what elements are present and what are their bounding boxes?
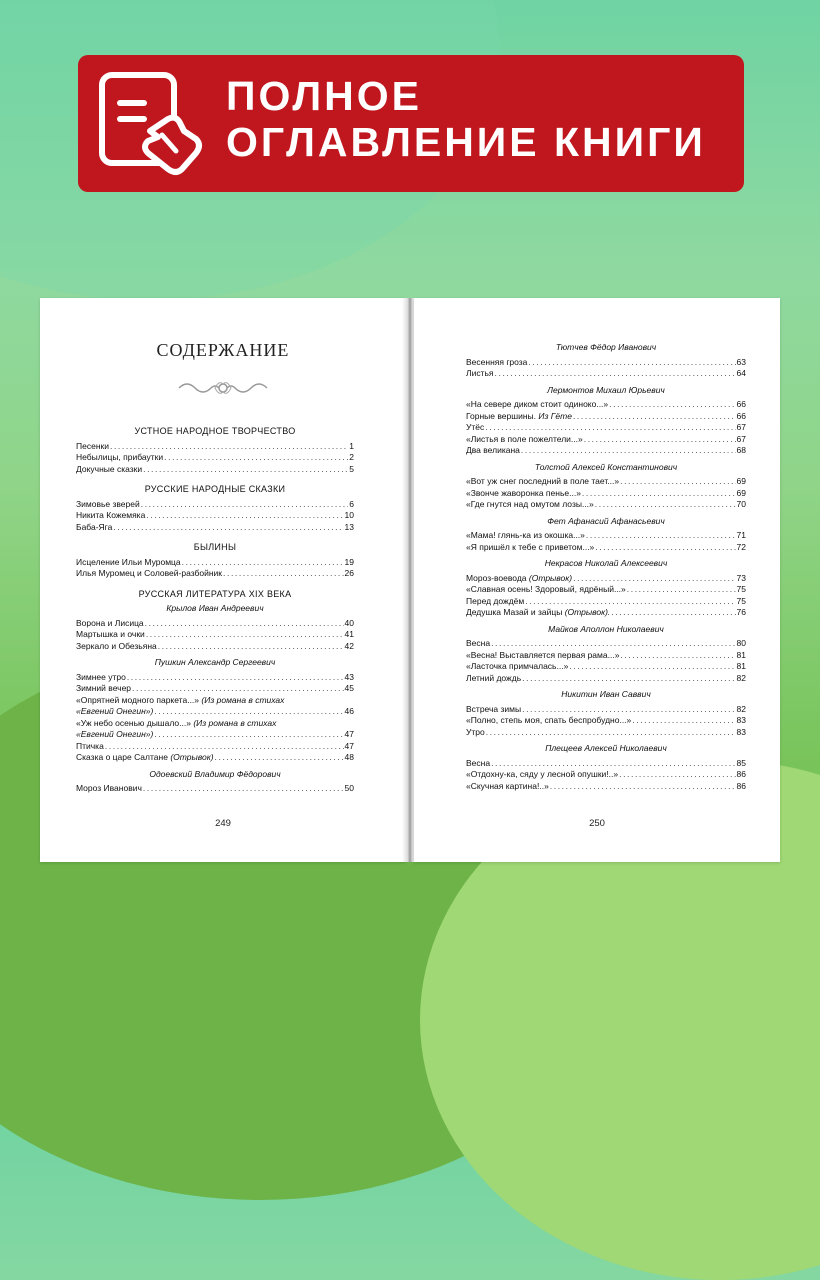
- toc-entry[interactable]: «Мама! глянь-ка из окошка...» ..... 71: [466, 530, 746, 542]
- toc-entry[interactable]: Сказка о царе Салтане (Отрывок) ..... 48: [76, 752, 354, 764]
- toc-left: [76, 426, 354, 795]
- toc-entry[interactable]: Мартышка и очки ..... 41: [76, 629, 354, 641]
- page-title: СОДЕРЖАНИЕ: [156, 340, 290, 360]
- toc-entry[interactable]: «Вот уж снег последний в поле тает...» ..... 69: [466, 476, 746, 488]
- toc-entry[interactable]: Летний дождь ..... 82: [466, 673, 746, 685]
- right-page: [414, 298, 780, 862]
- toc-entry[interactable]: Листья ..... 64: [466, 368, 746, 380]
- section-heading: РУССКАЯ ЛИТЕРАТУРА XIX ВЕКА: [138, 588, 292, 599]
- toc-entry-line[interactable]: «Опрятней модного паркета...» (Из романа в стихах: [76, 694, 285, 705]
- toc-entry[interactable]: Горные вершины. Из Гёте ..... 66: [466, 411, 746, 423]
- toc-entry[interactable]: «Где гнутся над омутом лозы...» ..... 70: [466, 499, 746, 511]
- toc-entry[interactable]: «Отдохну-ка, сяду у лесной опушки!..» ..... 86: [466, 769, 746, 781]
- toc-entry[interactable]: Утёс ..... 67: [466, 422, 746, 434]
- section-heading: БЫЛИНЫ: [193, 542, 237, 552]
- left-page: [40, 298, 406, 862]
- toc-entry[interactable]: «Скучная картина!..» ..... 86: [466, 781, 746, 793]
- toc-entry[interactable]: Дедушка Мазай и зайцы (Отрывок). ..... 76: [466, 607, 746, 619]
- toc-entry[interactable]: Баба-Яга ..... 13: [76, 522, 354, 534]
- toc-entry[interactable]: Зимний вечер ..... 45: [76, 683, 354, 695]
- author-name: Никитин Иван Саввич: [561, 689, 651, 699]
- author-name: Некрасов Николай Алексеевич: [544, 558, 668, 568]
- toc-entry[interactable]: Мороз Иванович ..... 50: [76, 783, 354, 795]
- toc-entry[interactable]: «Евгений Онегин») ..... 47: [76, 729, 354, 741]
- toc-right: [466, 342, 746, 792]
- toc-entry[interactable]: «Ласточка примчалась...» ..... 81: [466, 661, 746, 673]
- toc-entry[interactable]: Мороз-воевода (Отрывок) ..... 73: [466, 573, 746, 585]
- toc-entry[interactable]: «Я пришёл к тебе с приветом...» ..... 72: [466, 542, 746, 554]
- section-heading: РУССКИЕ НАРОДНЫЕ СКАЗКИ: [144, 484, 286, 494]
- banner-line-2: ОГЛАВЛЕНИЕ КНИГИ: [226, 119, 706, 165]
- toc-entry[interactable]: Весна ..... 80: [466, 638, 746, 650]
- promo-banner: [78, 55, 744, 192]
- toc-entry[interactable]: «На севере диком стоит одиноко...» ..... 66: [466, 399, 746, 411]
- section-heading: УСТНОЕ НАРОДНОЕ ТВОРЧЕСТВО: [134, 426, 296, 436]
- author-name: Лермонтов Михаил Юрьевич: [547, 384, 665, 395]
- ornament-icon: [175, 378, 271, 398]
- toc-entry[interactable]: Илья Муромец и Соловей-разбойник ..... 26: [76, 568, 354, 580]
- author-name: Пушкин Александр Сергеевич: [154, 657, 276, 667]
- toc-entry[interactable]: Докучные сказки ..... 5: [76, 464, 354, 476]
- toc-entry[interactable]: Зимовье зверей ..... 6: [76, 499, 354, 511]
- toc-entry[interactable]: Весенняя гроза ..... 63: [466, 357, 746, 369]
- toc-entry[interactable]: Весна ..... 85: [466, 758, 746, 770]
- toc-entry[interactable]: Песенки ..... 1: [76, 441, 354, 453]
- toc-entry[interactable]: «Полно, степь моя, спать беспробудно...» ..... 83: [466, 715, 746, 727]
- banner-line-1: ПОЛНОЕ: [226, 73, 422, 119]
- banner-title: [226, 73, 706, 165]
- toc-entry[interactable]: Два великана ..... 68: [466, 445, 746, 457]
- book-spread: [40, 298, 780, 862]
- toc-entry[interactable]: Исцеление Ильи Муромца ..... 19: [76, 557, 354, 569]
- toc-entry[interactable]: Зимнее утро ..... 43: [76, 672, 354, 684]
- toc-entry[interactable]: Ворона и Лисица ..... 40: [76, 618, 354, 630]
- author-name: Фет Афанасий Афанасьевич: [547, 515, 665, 526]
- toc-entry[interactable]: Небылицы, прибаутки ..... 2: [76, 452, 354, 464]
- author-name: Майков Аполлон Николаевич: [548, 623, 664, 634]
- author-name: Толстой Алексей Константинович: [534, 461, 678, 472]
- toc-entry[interactable]: «Евгений Онегин») ..... 46: [76, 706, 354, 718]
- toc-entry[interactable]: «Звонче жаворонка пенье...» ..... 69: [466, 488, 746, 500]
- toc-entry[interactable]: Никита Кожемяка ..... 10: [76, 510, 354, 522]
- author-name: Крылов Иван Андреевич: [166, 603, 264, 613]
- toc-entry[interactable]: «Листья в поле пожелтели...» ..... 67: [466, 434, 746, 446]
- author-name: Плещеев Алексей Николаевич: [545, 743, 667, 753]
- document-hand-icon: [96, 69, 206, 179]
- toc-entry[interactable]: Зеркало и Обезьяна ..... 42: [76, 641, 354, 653]
- toc-entry[interactable]: Перед дождём ..... 75: [466, 596, 746, 608]
- toc-entry[interactable]: Утро ..... 83: [466, 727, 746, 739]
- page-number: 250: [589, 818, 605, 829]
- author-name: Одоевский Владимир Фёдорович: [149, 768, 281, 779]
- page-number: 249: [215, 818, 231, 829]
- toc-entry-line[interactable]: «Уж небо осенью дышало...» (Из романа в стихах: [76, 717, 277, 728]
- toc-entry[interactable]: «Славная осень! Здоровый, ядрёный...» ..... 75: [466, 584, 746, 596]
- toc-entry[interactable]: Встреча зимы ..... 82: [466, 704, 746, 716]
- author-name: Тютчев Фёдор Иванович: [555, 342, 657, 352]
- toc-entry[interactable]: Птичка ..... 47: [76, 741, 354, 753]
- toc-entry[interactable]: «Весна! Выставляется первая рама...» ..... 81: [466, 650, 746, 662]
